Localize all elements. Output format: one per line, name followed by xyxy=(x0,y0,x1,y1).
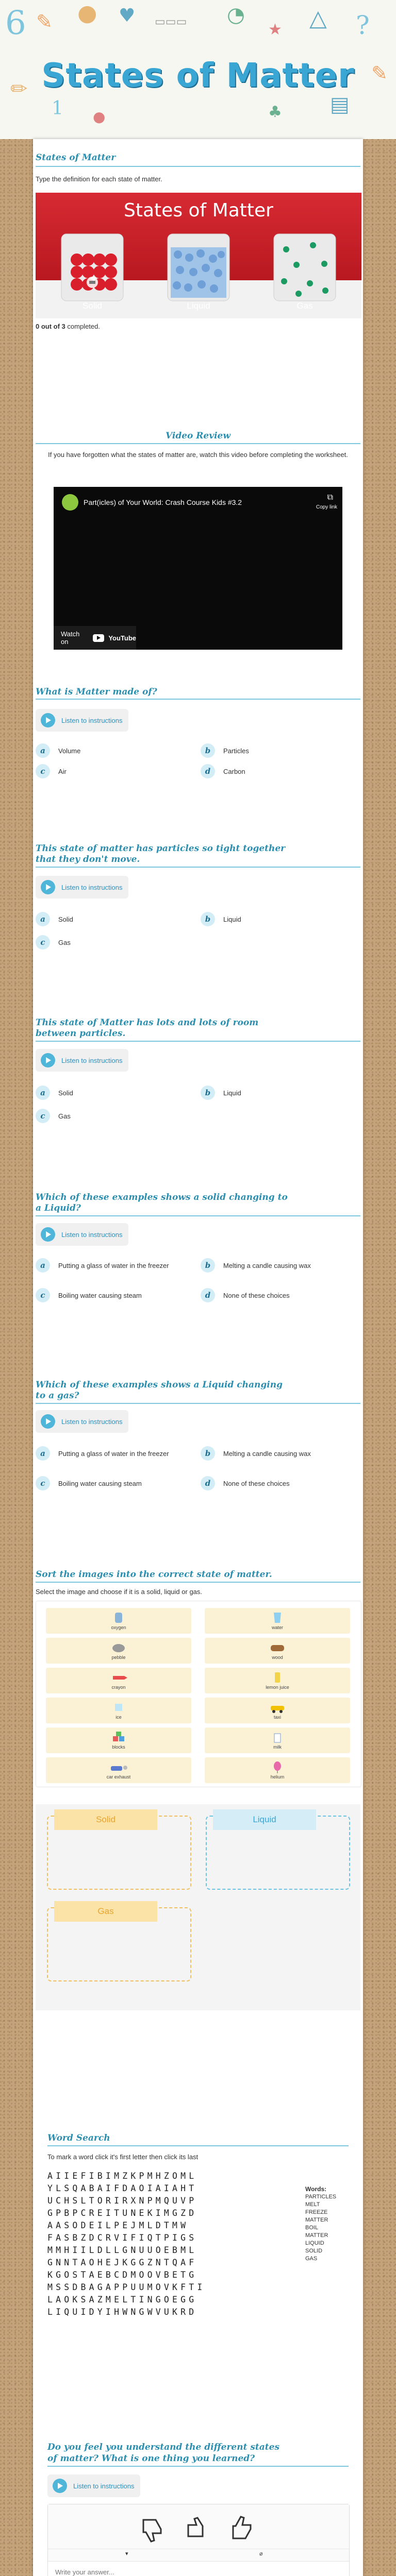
word-list-label: Words: xyxy=(305,2185,327,2193)
question-2-title: This state of matter has particles so tight together xyxy=(36,843,286,854)
answer-option[interactable] xyxy=(201,912,350,926)
option-text: Gas xyxy=(58,939,71,946)
option-text: Volume xyxy=(58,747,81,755)
option-text: Carbon xyxy=(223,768,245,775)
doodle-compass-icon: ◔ xyxy=(227,3,245,27)
option-text: Particles xyxy=(223,747,249,755)
option-text: Boiling water causing steam xyxy=(58,1292,142,1299)
zone-label-solid: Solid xyxy=(54,1809,157,1830)
doodle-triangle-icon: △ xyxy=(309,5,327,31)
option-text: Solid xyxy=(58,916,73,923)
card-label: wood xyxy=(272,1655,283,1660)
play-icon xyxy=(41,1227,55,1242)
listen-button[interactable] xyxy=(36,876,128,899)
answer-option[interactable] xyxy=(36,1446,185,1461)
play-icon xyxy=(41,880,55,894)
doodle-heart-icon: ♥ xyxy=(119,5,136,26)
sort-card[interactable] xyxy=(205,1757,350,1783)
card-label: pebble xyxy=(111,1655,126,1660)
option-letter: b xyxy=(201,1086,215,1100)
sort-card[interactable] xyxy=(205,1608,350,1634)
milk-carton-icon xyxy=(268,1731,287,1743)
lemon-juice-icon xyxy=(268,1671,287,1684)
sort-card[interactable] xyxy=(46,1757,191,1783)
listen-button[interactable] xyxy=(36,1223,128,1246)
dropdown-icon[interactable]: ▾ xyxy=(125,2551,128,2557)
answer-option[interactable] xyxy=(36,1258,185,1273)
reflection-heading-line2: of matter? What is one thing you learned? xyxy=(47,2453,255,2464)
word-list xyxy=(305,2185,352,2263)
page-title: States of Matter xyxy=(41,57,355,95)
word-item: LIQUID xyxy=(305,2240,324,2246)
intro-instructions: Type the definition for each state of matter. xyxy=(36,175,162,183)
doodle-pencil-icon: ✎ xyxy=(371,62,388,84)
progress-count: 0 out of 3 xyxy=(36,323,65,330)
sort-card[interactable] xyxy=(46,1727,191,1753)
option-letter: b xyxy=(201,912,215,926)
grid-row[interactable]: LAOKSAZMELTINGOEGG xyxy=(47,2295,197,2304)
answer-option[interactable] xyxy=(36,1086,185,1100)
copy-link-label[interactable]: Copy link xyxy=(316,504,337,510)
divider xyxy=(36,1215,360,1216)
pebble-icon xyxy=(109,1641,128,1654)
doodle-number: 1 xyxy=(52,98,63,119)
option-letter: c xyxy=(36,1476,50,1490)
doodle-star-icon: ★ xyxy=(268,21,282,39)
divider xyxy=(36,1403,360,1404)
answer-option[interactable] xyxy=(201,1446,350,1461)
play-icon xyxy=(53,2479,67,2493)
answer-option[interactable] xyxy=(201,1086,350,1100)
grid-row[interactable]: MSSDBAGAPPUUMOVKFTI xyxy=(47,2282,206,2292)
option-letter: d xyxy=(201,764,215,778)
listen-label: Listen to instructions xyxy=(61,716,123,724)
doodle-pencil-icon: ✏ xyxy=(10,77,28,101)
word-item: FREEZE xyxy=(305,2209,328,2215)
doodle-rabbit: ✎ xyxy=(36,10,53,33)
answer-option[interactable] xyxy=(36,1288,185,1302)
listen-button[interactable] xyxy=(47,2475,140,2497)
card-label: car exhaust xyxy=(106,1774,131,1780)
image-label-gas: Gas xyxy=(296,301,313,311)
card-label: blocks xyxy=(112,1744,125,1750)
image-title: States of Matter xyxy=(124,200,273,221)
image-label-solid: Solid xyxy=(82,301,102,311)
taxi-icon xyxy=(268,1701,287,1714)
answer-option[interactable] xyxy=(36,764,185,778)
grid-row[interactable]: GPBPCREITUNEKIMGZD xyxy=(47,2208,197,2218)
doodle-plant-icon: ♣ xyxy=(268,103,282,121)
word-item: GAS xyxy=(305,2256,318,2262)
grid-row[interactable]: GNNTAOHEJKGGZNTQAF xyxy=(47,2258,197,2267)
divider xyxy=(36,1041,360,1042)
crayon-icon xyxy=(109,1671,128,1684)
doodle-number: ? xyxy=(356,10,370,40)
sort-card[interactable] xyxy=(46,1668,191,1693)
doodle-book-icon: ▤ xyxy=(330,93,350,116)
option-letter: a xyxy=(36,743,50,758)
listen-label: Listen to instructions xyxy=(61,1230,123,1239)
watch-on-label: Watch on xyxy=(61,630,80,646)
reflection-heading: Do you feel you understand the different states xyxy=(47,2442,280,2452)
card-label: lemon juice xyxy=(266,1685,289,1690)
option-text: Solid xyxy=(58,1089,73,1097)
grid-row[interactable]: YLSQABAIFDAOIAIAHT xyxy=(47,2183,197,2193)
link-icon[interactable]: ⌀ xyxy=(259,2551,263,2557)
divider xyxy=(36,443,360,444)
card-label: milk xyxy=(273,1744,282,1750)
progress-suffix: completed. xyxy=(65,323,100,330)
sort-card[interactable] xyxy=(205,1668,350,1693)
option-letter: b xyxy=(201,1446,215,1461)
grid-row[interactable]: MMHIILDLLGNUUOEBML xyxy=(47,2245,197,2255)
answer-option[interactable] xyxy=(201,1258,350,1273)
word-search-heading: Word Search xyxy=(47,2133,110,2143)
question-4-title-line2: a Liquid? xyxy=(36,1203,81,1213)
sort-card[interactable] xyxy=(46,1638,191,1664)
card-label: ice xyxy=(116,1715,122,1720)
doodle-apple-icon: ● xyxy=(93,108,106,125)
sort-card[interactable] xyxy=(205,1698,350,1723)
copy-link-icon[interactable]: ⧉ xyxy=(327,493,333,502)
water-glass-icon xyxy=(268,1612,287,1624)
listen-label: Listen to instructions xyxy=(61,1056,123,1064)
progress-text xyxy=(36,323,100,330)
question-4-title: Which of these examples shows a solid changing to xyxy=(36,1192,288,1202)
states-image xyxy=(36,193,361,318)
option-letter: d xyxy=(201,1288,215,1302)
answer-textarea[interactable] xyxy=(54,2567,343,2576)
divider xyxy=(36,1582,360,1583)
answer-option[interactable] xyxy=(201,1476,350,1490)
card-label: crayon xyxy=(111,1685,126,1690)
card-label: taxi xyxy=(273,1715,281,1720)
option-text: Putting a glass of water in the freezer xyxy=(58,1450,169,1458)
doodle-number: 6 xyxy=(5,4,26,42)
header-banner xyxy=(0,0,396,139)
worksheet xyxy=(33,139,363,2576)
card-label: water xyxy=(271,1625,283,1630)
video-player[interactable] xyxy=(54,487,342,650)
watch-on-youtube[interactable] xyxy=(54,626,136,650)
answer-option[interactable] xyxy=(36,743,185,758)
zone-label-gas: Gas xyxy=(54,1901,157,1922)
play-icon xyxy=(41,713,55,727)
grid-row[interactable]: AIIEFIBIMZKPMHZOML xyxy=(47,2171,197,2181)
divider xyxy=(47,2466,349,2467)
sort-card[interactable] xyxy=(205,1727,350,1753)
answer-option[interactable] xyxy=(36,1476,185,1490)
channel-avatar xyxy=(62,494,78,511)
option-text: Gas xyxy=(58,1112,71,1120)
option-text: Liquid xyxy=(223,916,241,923)
answer-option[interactable] xyxy=(201,764,350,778)
helium-balloon-icon xyxy=(268,1761,287,1773)
oxygen-tank-icon xyxy=(109,1612,128,1624)
option-letter: b xyxy=(201,743,215,758)
question-1-title: What is Matter made of? xyxy=(36,687,157,697)
option-text: Melting a candle causing wax xyxy=(223,1262,311,1269)
sort-heading: Sort the images into the correct state of matter. xyxy=(36,1569,272,1580)
option-text: Putting a glass of water in the freezer xyxy=(58,1262,169,1269)
answer-option[interactable] xyxy=(201,743,350,758)
toy-blocks-icon xyxy=(109,1731,128,1743)
word-search-instructions: To mark a word click it's first letter then click its last xyxy=(47,2153,199,2161)
option-letter: c xyxy=(36,1288,50,1302)
sort-card[interactable] xyxy=(46,1698,191,1723)
card-label: helium xyxy=(270,1774,285,1780)
play-icon xyxy=(41,1414,55,1429)
option-letter: a xyxy=(36,912,50,926)
doodle-owl-icon: ● xyxy=(77,0,97,26)
listen-button[interactable] xyxy=(36,709,128,732)
listen-button[interactable] xyxy=(36,1049,128,1072)
youtube-play-icon xyxy=(93,634,104,642)
listen-label: Listen to instructions xyxy=(61,883,123,891)
option-letter: d xyxy=(201,1476,215,1490)
video-title[interactable]: Part(icles) of Your World: Crash Course Kids #3.2 xyxy=(84,498,242,506)
card-label: oxygen xyxy=(111,1625,126,1630)
answer-option[interactable] xyxy=(201,1288,350,1302)
grid-row[interactable]: AASODEILPEJMLDTMW xyxy=(47,2221,189,2230)
question-5-title: Which of these examples shows a Liquid changing xyxy=(36,1380,283,1390)
word-item: MELT xyxy=(305,2201,320,2208)
word-search-grid[interactable] xyxy=(47,2170,300,2318)
option-text: None of these choices xyxy=(223,1480,290,1487)
video-instructions: If you have forgotten what the states of matter are, watch this video before completing the worksheet. xyxy=(48,451,348,459)
grid-row[interactable]: KGOSTAEBCDMOOVBETG xyxy=(47,2270,197,2280)
word-item: BOIL xyxy=(305,2225,319,2231)
answer-option[interactable] xyxy=(36,935,185,950)
beakers-illustration xyxy=(36,193,361,318)
video-heading: Video Review xyxy=(165,431,231,441)
zone-label-liquid: Liquid xyxy=(213,1809,316,1830)
option-letter: c xyxy=(36,935,50,950)
grid-row[interactable]: UCHSLTORIRXNPMQUVP xyxy=(47,2196,197,2206)
option-letter: a xyxy=(36,1258,50,1273)
grid-row[interactable]: FASBZDCRVIFIQTPIGS xyxy=(47,2233,197,2243)
option-letter: a xyxy=(36,1086,50,1100)
listen-label: Listen to instructions xyxy=(61,1417,123,1426)
image-label-liquid: Liquid xyxy=(187,301,210,311)
option-letter: a xyxy=(36,1446,50,1461)
answer-box xyxy=(47,2504,350,2576)
grid-row[interactable]: LIQUIDYIHWNGWVUKRD xyxy=(47,2307,197,2317)
question-5-title-line2: to a gas? xyxy=(36,1391,79,1401)
car-exhaust-icon xyxy=(109,1761,128,1773)
ice-cube-icon xyxy=(109,1701,128,1714)
thumbs-sideways-icon[interactable] xyxy=(183,2514,214,2545)
intro-heading: States of Matter xyxy=(36,152,116,163)
answer-option[interactable] xyxy=(36,912,185,926)
option-text: Liquid xyxy=(223,1089,241,1097)
divider xyxy=(36,867,360,868)
play-icon xyxy=(41,1053,55,1067)
divider xyxy=(36,699,360,700)
option-text: None of these choices xyxy=(223,1292,290,1299)
option-text: Melting a candle causing wax xyxy=(223,1450,311,1458)
sort-card[interactable] xyxy=(46,1608,191,1634)
sort-drop-area xyxy=(36,1804,360,2010)
wood-log-icon xyxy=(268,1641,287,1654)
divider xyxy=(47,2145,349,2146)
option-letter: c xyxy=(36,1109,50,1123)
answer-option[interactable] xyxy=(36,1109,185,1123)
thumbs-down-icon[interactable] xyxy=(138,2514,169,2545)
sort-cards-area xyxy=(36,1601,361,1787)
question-3-title-line2: between particles. xyxy=(36,1028,126,1039)
word-item: MATTER xyxy=(305,2232,328,2239)
divider xyxy=(36,166,360,167)
editor-toolbar xyxy=(48,2549,349,2562)
listen-button[interactable] xyxy=(36,1410,128,1433)
youtube-label: YouTube xyxy=(108,634,136,642)
sort-instructions: Select the image and choose if it is a solid, liquid or gas. xyxy=(36,1588,203,1596)
word-item: SOLID xyxy=(305,2248,323,2254)
sort-card[interactable] xyxy=(205,1638,350,1664)
option-text: Boiling water causing steam xyxy=(58,1480,142,1487)
thumbs-up-icon[interactable] xyxy=(228,2514,259,2545)
word-item: PARTICLES xyxy=(305,2194,337,2200)
option-text: Air xyxy=(58,768,67,775)
option-letter: b xyxy=(201,1258,215,1273)
listen-label: Listen to instructions xyxy=(73,2482,135,2490)
question-2-title-line2: that they don't move. xyxy=(36,854,140,865)
doodle-ruler: ▭▭▭ xyxy=(155,15,187,28)
word-item: MATTER xyxy=(305,2217,328,2223)
option-letter: c xyxy=(36,764,50,778)
question-3-title: This state of Matter has lots and lots of room xyxy=(36,1018,259,1028)
reaction-bar xyxy=(48,2504,349,2562)
